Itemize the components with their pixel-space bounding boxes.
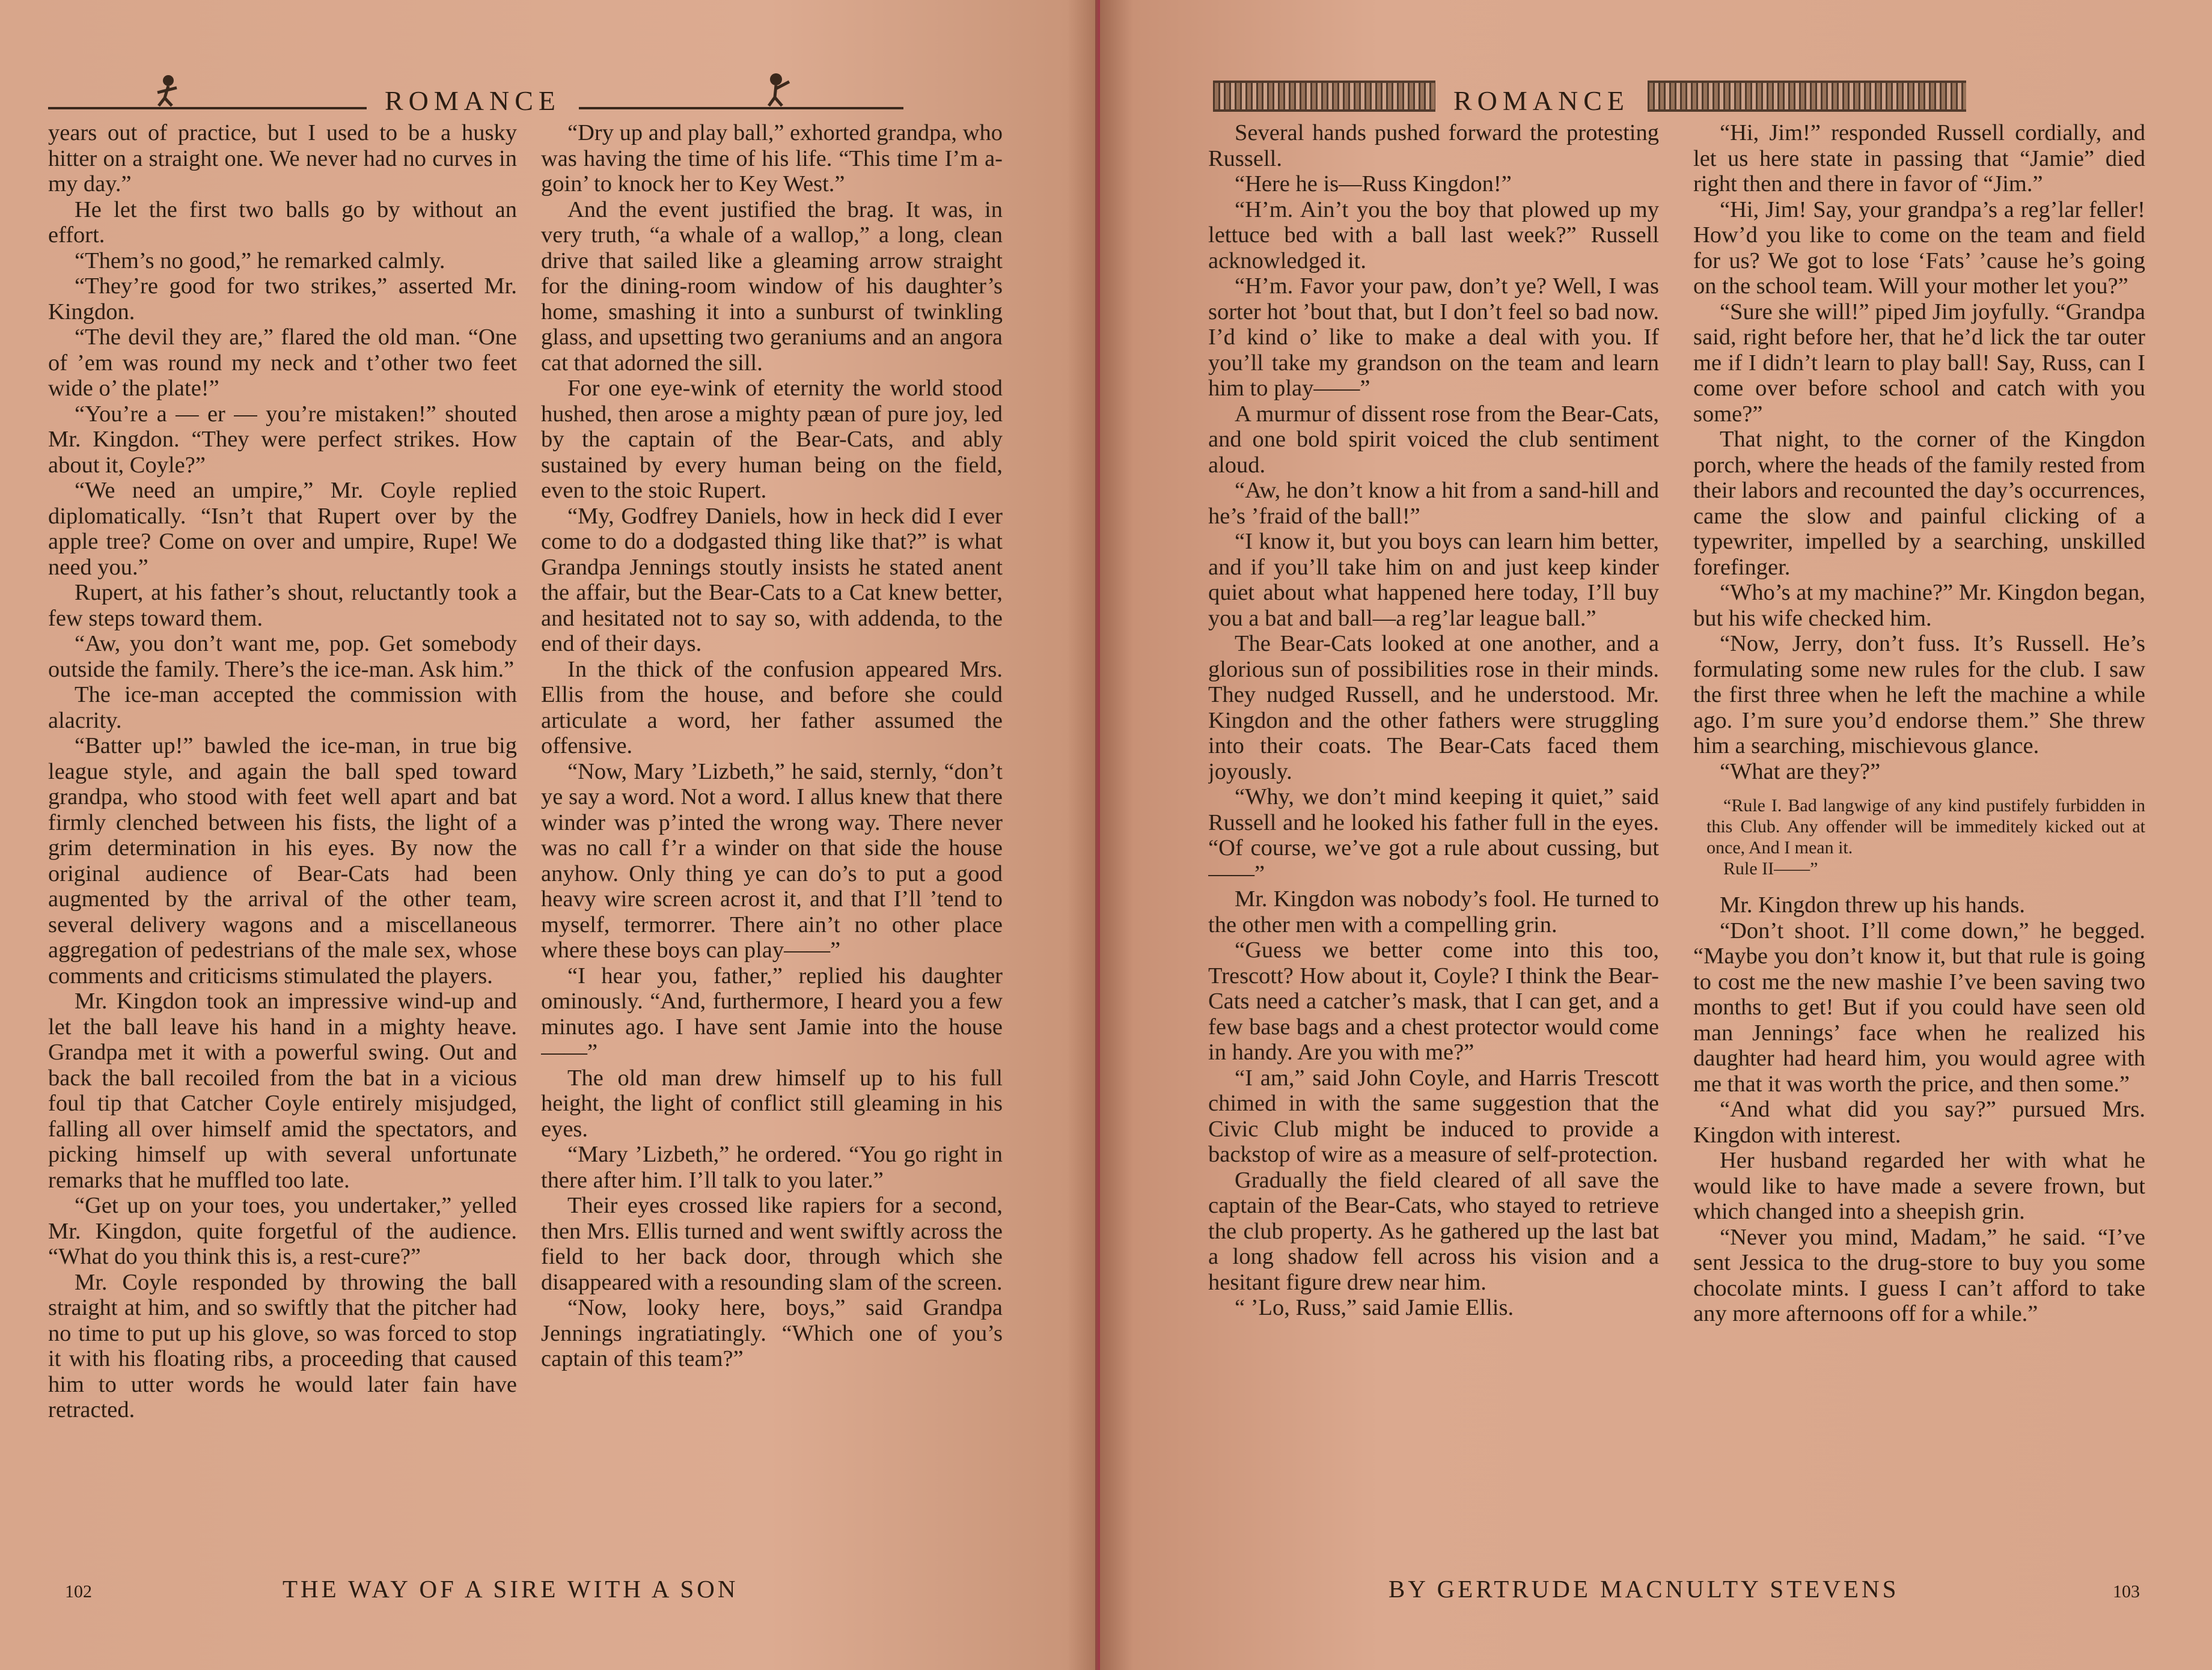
paragraph: “Aw, he don’t know a hit from a sand-hill and he’s ’fraid of the ball!” [1208,478,1659,529]
right-page [1100,0,2212,1670]
paragraph: Gradually the field cleared of all save the captain of the Bear-Cats, who stayed to retrieve the club property. As he gathered up the last bat a long shadow fell across his vision and a hesitant figure drew near him. [1208,1167,1659,1295]
decorative-border-left [1213,81,1435,112]
paragraph: “What are they?” [1720,758,1881,784]
paragraph: “Batter up!” bawled the ice-man, in true big league style, and again the ball sped toward grandpa, who stood with feet well apart and bat firmly clenched between his fists, the light of a grim determination in his eyes. By now the original audience of Bear-Cats had been augmented by the arrival of the other team, several delivery wagons and a miscellaneous aggregation of pedestrians of the male sex, whose comments and criticisms stimulated the players. [48,733,517,989]
paragraph: Mr. Kingdon threw up his hands. [1720,892,2025,918]
paragraph: “Never you mind, Madam,” he said. “I’ve sent Jessica to the drug-store to buy you some chocolate mints. I guess I can’t afford to take any more afternoons off for a while.” [1693,1224,2145,1326]
right-page-header [1213,60,2199,120]
header-rule-right [579,107,903,109]
running-figure-icon [150,71,186,107]
paragraph: “We need an umpire,” Mr. Coyle replied diplomatically. “Isn’t that Rupert over by the apple tree? Come on over and umpire, Rupe! We need you.” [48,478,517,580]
club-rules-quote [1693,795,2145,879]
paragraph: “Hi, Jim! Say, your grandpa’s a reg’lar feller! How’d you like to come on the team and field for us? We got to lose ‘Fats’ ’cause he’s going on the school team. Will your mother let you?” [1693,197,2145,299]
paragraph: In the thick of the confusion appeared Mrs. Ellis from the house, and before she could articulate a word, her father assumed the offensive. [541,656,1003,758]
paragraph: Mr. Coyle responded by throwing the ball straight at him, and so swiftly that the pitcher had no time to put up his glove, so was forced to stop it with his floating ribs, a proceeding that caused him to utter words he would later fain have retracted. [48,1269,517,1422]
paragraph: “ ’Lo, Russ,” said Jamie Ellis. [1235,1295,1514,1320]
header-rule-left [48,107,367,109]
batter-figure-icon [759,71,795,107]
paragraph: “Aw, you don’t want me, pop. Get somebody outside the family. There’s the ice-man. Ask him.” [48,631,517,682]
paragraph: Mr. Kingdon took an impressive wind-up and let the ball leave his hand in a mighty heave. Grandpa met it with a powerful swing. Out and back the ball recoiled from the bat in a vicious foul tip that Catcher Coyle entirely misjudged, falling all over himself amid the spectators, and picking himself up with several unfortunate remarks that he muffled too late. [48,989,517,1193]
paragraph: “I know it, but you boys can learn him better, and if you’ll take him on and just keep kinder quiet about what happened here today, I’ll buy you a bat and ball—a reg’lar league ball.” [1208,529,1659,631]
story-title-footer: THE WAY OF A SIRE WITH A SON [283,1575,739,1603]
right-column-2 [1693,120,2145,1574]
paragraph: years out of practice, but I used to be a husky hitter on a straight one. We never had no curves in my day.” [48,120,517,197]
right-column-1 [1208,120,1659,1574]
paragraph: Their eyes crossed like rapiers for a second, then Mrs. Ellis turned and went swiftly across the field to her back door, through which she disappeared with a resounding slam of the screen. [541,1193,1003,1295]
paragraph: “Guess we better come into this too, Trescott? How about it, Coyle? I think the Bear-Cats need a catcher’s mask, that I can get, and a few base bags and a chest protector would come in handy. Are you with me?” [1208,937,1659,1065]
paragraph: “Don’t shoot. I’ll come down,” he begged. “Maybe you don’t know it, but that rule is going to cost me the new mashie I’ve been saving two months to get! But if you could have seen old man Jennings’ face when he realized his daughter had heard him, you would agree with me that it was worth the price, and then some.” [1693,918,2145,1097]
running-head: ROMANCE [385,85,561,116]
paragraph: “H’m. Favor your paw, don’t ye? Well, I was sorter hot ’bout that, but I don’t feel so bad now. I’d kind o’ like to make a deal with you. If you’ll take my grandson on the team and learn him to play——” [1208,273,1659,401]
paragraph: “Them’s no good,” he remarked calmly. [75,248,445,273]
paragraph: The old man drew himself up to his full height, the light of conflict still gleaming in his eyes. [541,1065,1003,1142]
paragraph: “Mary ’Lizbeth,” he ordered. “You go right in there after him. I’ll talk to you later.” [541,1142,1003,1193]
paragraph: He let the first two balls go by without an effort. [48,197,517,248]
paragraph: “Who’s at my machine?” Mr. Kingdon began, but his wife checked him. [1693,580,2145,631]
left-column-2 [541,120,1003,1574]
paragraph: “Now, Jerry, don’t fuss. It’s Russell. He’s formulating some new rules for the club. I saw the first three when he left the machine a while ago. I’m sure you’d endorse them.” She threw him a searching, mischievous glance. [1693,631,2145,758]
paragraph: “Hi, Jim!” responded Russell cordially, and let us here state in passing that “Jamie” died right then and there in favor of “Jim.” [1693,120,2145,197]
paragraph: “H’m. Ain’t you the boy that plowed up my lettuce bed with a ball last week?” Russell acknowledged it. [1208,197,1659,273]
paragraph: Her husband regarded her with what he would like to have made a severe frown, but which changed into a sheepish grin. [1693,1148,2145,1224]
paragraph: That night, to the corner of the Kingdon porch, where the heads of the family rested from their labors and recounted the day’s occurrences, came the slow and painful clicking of a typewriter, impelled by a searching, unskilled forefinger. [1693,427,2145,580]
paragraph: For one eye-wink of eternity the world stood hushed, then arose a mighty pæan of pure joy, led by the captain of the Bear-Cats, and ably sustained by every human being on the field, even to the stoic Rupert. [541,376,1003,503]
page-number: 103 [2113,1582,2140,1601]
paragraph: “Now, Mary ’Lizbeth,” he said, sternly, “don’t ye say a word. Not a word. I allus knew that there winder was p’inted the wrong way. There never was no call f’r a winder on that side the house anyhow. Only thing ye can do’s to put a good heavy wire screen acrost it, and that I’ll ’tend to myself, termorrer. There ain’t no other place where these boys can play——” [541,758,1003,963]
left-page [0,0,1100,1670]
paragraph: “Get up on your toes, you undertaker,” yelled Mr. Kingdon, quite forgetful of the audience. “What do you think this is, a rest-cure?” [48,1193,517,1269]
rule-line: Rule II——” [1723,859,1818,879]
decorative-border-right [1648,81,1966,112]
author-byline-footer: BY GERTRUDE MACNULTY STEVENS [1389,1575,1899,1603]
paragraph: “You’re a — er — you’re mistaken!” shouted Mr. Kingdon. “They were perfect strikes. How about it, Coyle?” [48,401,517,478]
left-page-header [48,60,1010,120]
paragraph: “The devil they are,” flared the old man. “One of ’em was round my neck and t’other two feet wide o’ the plate!” [48,325,517,401]
paragraph: “Here he is—Russ Kingdon!” [1235,171,1512,197]
paragraph: “I am,” said John Coyle, and Harris Trescott chimed in with the same suggestion that the Civic Club might be induced to provide a backstop of wire as a measure of self-protection. [1208,1065,1659,1167]
paragraph: “My, Godfrey Daniels, how in heck did I ever come to do a dodgasted thing like that?” is what Grandpa Jennings stoutly insists he stated anent the affair, but the Bear-Cats to a Cat knew better, and hesitated not to say so, with addenda, to the end of their days. [541,503,1003,656]
paragraph: The ice-man accepted the commission with alacrity. [48,682,517,733]
paragraph: “Why, we don’t mind keeping it quiet,” said Russell and he looked his father full in the eyes. “Of course, we’ve got a rule about cussing, but——” [1208,784,1659,886]
page-number: 102 [65,1582,92,1601]
paragraph: “Dry up and play ball,” exhorted grandpa, who was having the time of his life. “This time I’m a-goin’ to knock her to Key West.” [541,120,1003,197]
paragraph: “They’re good for two strikes,” asserted Mr. Kingdon. [48,273,517,325]
paragraph: “Sure she will!” piped Jim joyfully. “Grandpa said, right before her, that he’d lick the tar outer me if I didn’t learn to play ball! Say, Russ, can I come over before school and catch with you some?” [1693,299,2145,427]
paragraph: Rupert, at his father’s shout, reluctantly took a few steps toward them. [48,580,517,631]
left-column-1 [48,120,517,1574]
paragraph: “I hear you, father,” replied his daughter ominously. “And, furthermore, I heard you a few minutes ago. I have sent Jamie into the house——” [541,963,1003,1065]
rule-line: “Rule I. Bad langwige of any kind pustifely furbidden in this Club. Any offender will be immeditely kicked out at once, And I mean it. [1706,796,2145,858]
paragraph: “And what did you say?” pursued Mrs. Kingdon with interest. [1693,1097,2145,1148]
paragraph: A murmur of dissent rose from the Bear-Cats, and one bold spirit voiced the club sentiment aloud. [1208,401,1659,478]
running-head: ROMANCE [1453,85,1630,116]
paragraph: Several hands pushed forward the protesting Russell. [1208,120,1659,171]
paragraph: And the event justified the brag. It was, in very truth, “a whale of a wallop,” a long, clean drive that sailed like a gleaming arrow straight for the dining-room window of his daughter’s home, smashing it into a sunburst of twinkling glass, and upsetting two geraniums and an angora cat that adorned the sill. [541,197,1003,376]
paragraph: “Now, looky here, boys,” said Grandpa Jennings ingratiatingly. “Which one of you’s captain of this team?” [541,1295,1003,1371]
paragraph: Mr. Kingdon was nobody’s fool. He turned to the other men with a compelling grin. [1208,886,1659,937]
paragraph: The Bear-Cats looked at one another, and a glorious sun of possibilities rose in their minds. They nudged Russell, and he understood. Mr. Kingdon and the other fathers were struggling into their coats. The Bear-Cats faced them joyously. [1208,631,1659,784]
